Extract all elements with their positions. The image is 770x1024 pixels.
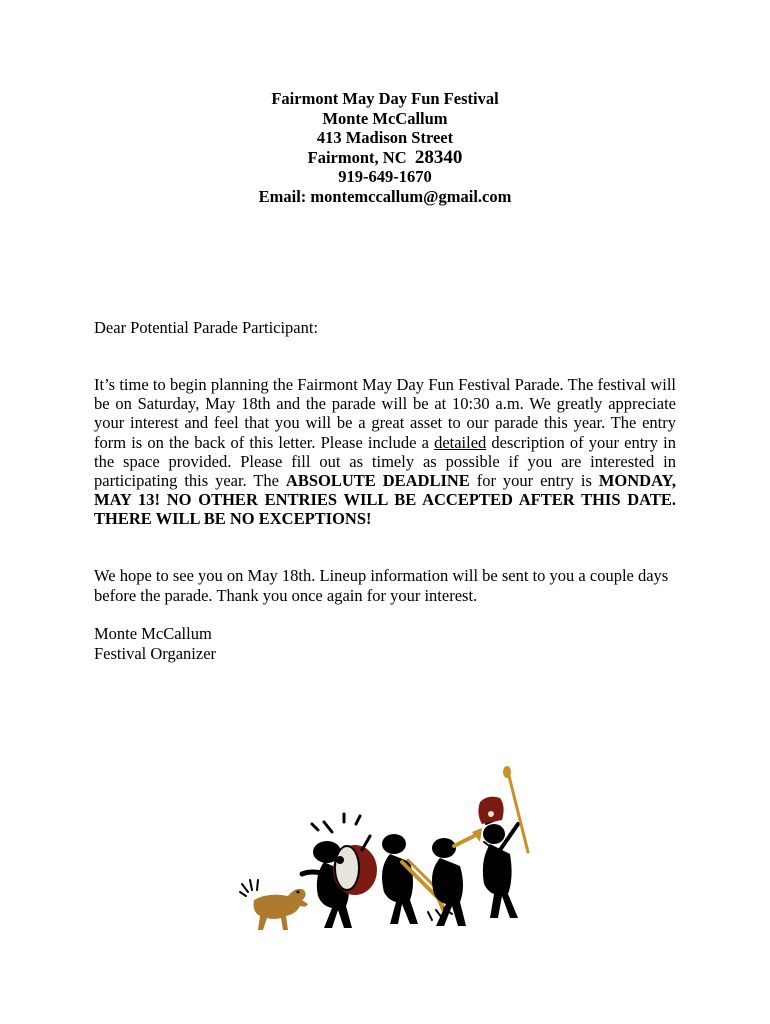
p1-underlined-word: detailed xyxy=(434,432,487,452)
p1-text-b: description of your entry in the space provided. Please fill out as timely as possible if you are interested in participating this year. The xyxy=(94,432,676,491)
p1-text-a: It’s time to begin planning the Fairmont May Day Fun Festival Parade. The festival will be on Saturday, May 18th and the parade will be at 10:30 a.m. We greatly appreciate your interest and feel that you will be a great asset to our parade this year. The entry form is on the back of this letter. Please include a xyxy=(94,375,676,452)
body-paragraph-1 xyxy=(94,375,676,529)
organizer-name: Monte McCallum xyxy=(322,108,448,128)
dog-icon xyxy=(240,880,308,930)
drummer-icon xyxy=(302,814,377,928)
email-address: Email: montemccallum@gmail.com xyxy=(258,186,512,206)
parade-illustration xyxy=(232,762,552,937)
letterhead xyxy=(0,89,770,206)
signature-title: Festival Organizer xyxy=(94,643,217,663)
p1-bold-deadline-date: MONDAY, MAY 13! NO OTHER ENTRIES WILL BE ACCEPTED AFTER THIS DATE. THERE WILL BE NO EXCEPTIONS! xyxy=(94,471,677,529)
salutation: Dear Potential Parade Participant: xyxy=(94,318,319,337)
drum-major-icon xyxy=(478,766,528,918)
p1-text-c: for your entry is xyxy=(469,471,599,491)
city-state-zip xyxy=(0,148,770,168)
signature-name: Monte McCallum xyxy=(94,624,212,643)
festival-name: Fairmont May Day Fun Festival xyxy=(271,89,499,108)
signature-block xyxy=(94,624,216,663)
body-paragraph-2: We hope to see you on May 18th. Lineup information will be sent to you a couple days before the parade. Thank you once again for your interest. xyxy=(94,566,669,605)
city-state: Fairmont, NC xyxy=(307,147,407,167)
p1-bold-deadline-label: ABSOLUTE DEADLINE xyxy=(285,471,470,491)
street-address: 413 Madison Street xyxy=(316,128,454,147)
phone-number: 919-649-1670 xyxy=(338,167,432,186)
zip-code: 28340 xyxy=(414,146,463,168)
